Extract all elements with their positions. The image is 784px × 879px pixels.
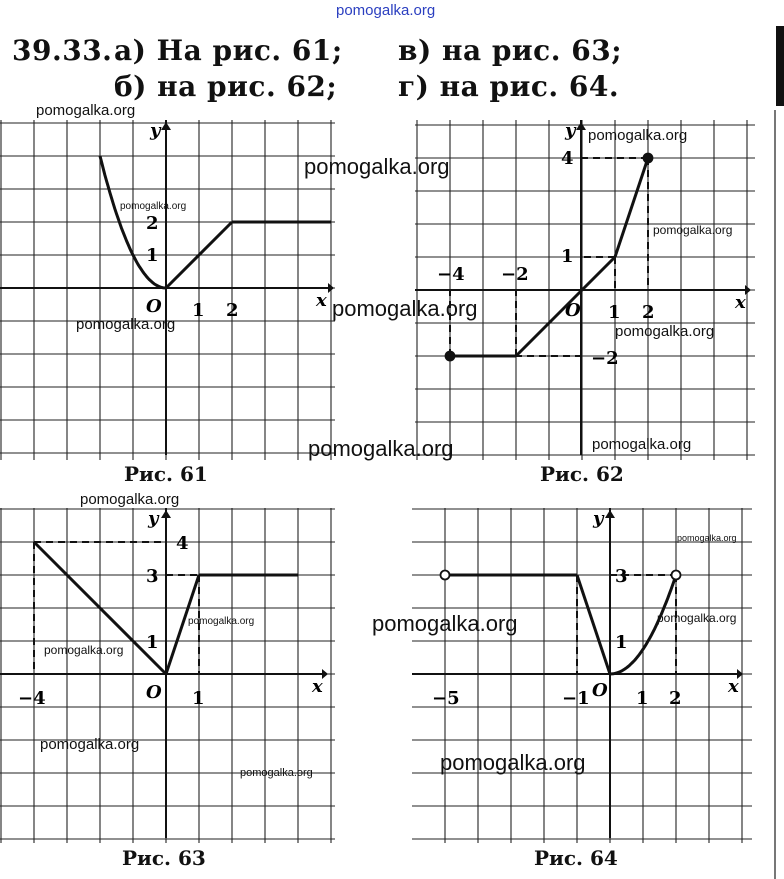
y-tick-2: 2 xyxy=(146,213,159,234)
x-tick-1: 1 xyxy=(192,300,205,321)
watermark: pomogalka.org xyxy=(615,323,715,340)
x-axis-label: x xyxy=(312,676,323,697)
x-tick-neg5: −5 xyxy=(432,688,460,709)
x-axis-label: x xyxy=(316,290,327,311)
x-axis-label: x xyxy=(735,292,746,313)
open-endpoint xyxy=(441,571,450,580)
watermark: pomogalka.org xyxy=(304,154,450,179)
graph-line xyxy=(615,158,648,257)
figure-61 xyxy=(0,120,335,460)
figure-62 xyxy=(415,120,755,460)
task-item-g: г) на рис. 64. xyxy=(398,70,620,103)
page-edge-bar xyxy=(776,26,784,106)
caption-fig61: Рис. 61 xyxy=(124,462,208,486)
watermark: pomogalka.org xyxy=(332,296,478,321)
watermark: pomogalka.org xyxy=(372,611,518,636)
watermark: pomogalka.org xyxy=(80,491,180,508)
watermark: pomogalka.org xyxy=(592,436,692,453)
x-tick-2: 2 xyxy=(642,302,655,323)
x-tick-neg4: −4 xyxy=(18,688,46,709)
task-item-b: б) на рис. 62; xyxy=(114,70,338,103)
y-tick-3: 3 xyxy=(615,566,628,587)
closed-endpoint xyxy=(446,352,455,361)
page-edge-line xyxy=(774,110,776,879)
watermark: pomogalka.org xyxy=(36,102,136,119)
caption-fig62: Рис. 62 xyxy=(540,462,624,486)
x-tick-neg1: −1 xyxy=(562,688,590,709)
caption-fig64: Рис. 64 xyxy=(534,846,618,870)
watermark: pomogalka.org xyxy=(677,533,737,543)
watermark: pomogalka.org xyxy=(188,616,255,627)
watermark: pomogalka.org xyxy=(120,201,187,212)
open-endpoint xyxy=(672,571,681,580)
x-tick-1: 1 xyxy=(192,688,205,709)
watermark: pomogalka.org xyxy=(40,736,140,753)
y-axis-label: y xyxy=(593,508,604,529)
watermark-top: pomogalka.org xyxy=(336,2,436,19)
watermark: pomogalka.org xyxy=(308,436,454,461)
origin-label: O xyxy=(565,300,581,321)
figure-64 xyxy=(412,508,752,843)
y-tick-neg2: −2 xyxy=(591,348,619,369)
caption-fig63: Рис. 63 xyxy=(122,846,206,870)
watermark: pomogalka.org xyxy=(76,316,176,333)
x-tick-neg2: −2 xyxy=(501,264,529,285)
watermark: pomogalka.org xyxy=(588,127,688,144)
y-axis-label: y xyxy=(565,120,576,141)
y-tick-4: 4 xyxy=(176,533,189,554)
y-tick-1: 1 xyxy=(615,632,628,653)
watermark: pomogalka.org xyxy=(240,767,313,779)
task-number: 39.33. xyxy=(12,34,113,67)
origin-label: O xyxy=(146,296,162,317)
graph-line xyxy=(577,575,610,674)
y-tick-1: 1 xyxy=(146,245,159,266)
x-axis-label: x xyxy=(728,676,739,697)
origin-label: O xyxy=(592,680,608,701)
x-tick-2: 2 xyxy=(669,688,682,709)
task-item-v: в) на рис. 63; xyxy=(398,34,623,67)
x-tick-1: 1 xyxy=(636,688,649,709)
grid xyxy=(412,508,752,843)
origin-label: O xyxy=(146,682,162,703)
y-axis-label: y xyxy=(148,508,159,529)
task-item-a: а) На рис. 61; xyxy=(114,34,343,67)
y-tick-1: 1 xyxy=(146,632,159,653)
graph-line xyxy=(516,257,615,356)
watermark: pomogalka.org xyxy=(653,223,733,237)
grid xyxy=(0,120,335,460)
x-tick-2: 2 xyxy=(226,300,239,321)
y-tick-1: 1 xyxy=(561,246,574,267)
watermark: pomogalka.org xyxy=(440,750,586,775)
watermark: pomogalka.org xyxy=(44,643,124,657)
y-tick-4: 4 xyxy=(561,148,574,169)
x-tick-neg4: −4 xyxy=(437,264,465,285)
y-axis-label: y xyxy=(150,120,161,141)
watermark: pomogalka.org xyxy=(657,611,737,625)
x-tick-1: 1 xyxy=(608,302,621,323)
closed-endpoint xyxy=(644,154,653,163)
figure-63 xyxy=(0,508,335,843)
y-tick-3: 3 xyxy=(146,566,159,587)
